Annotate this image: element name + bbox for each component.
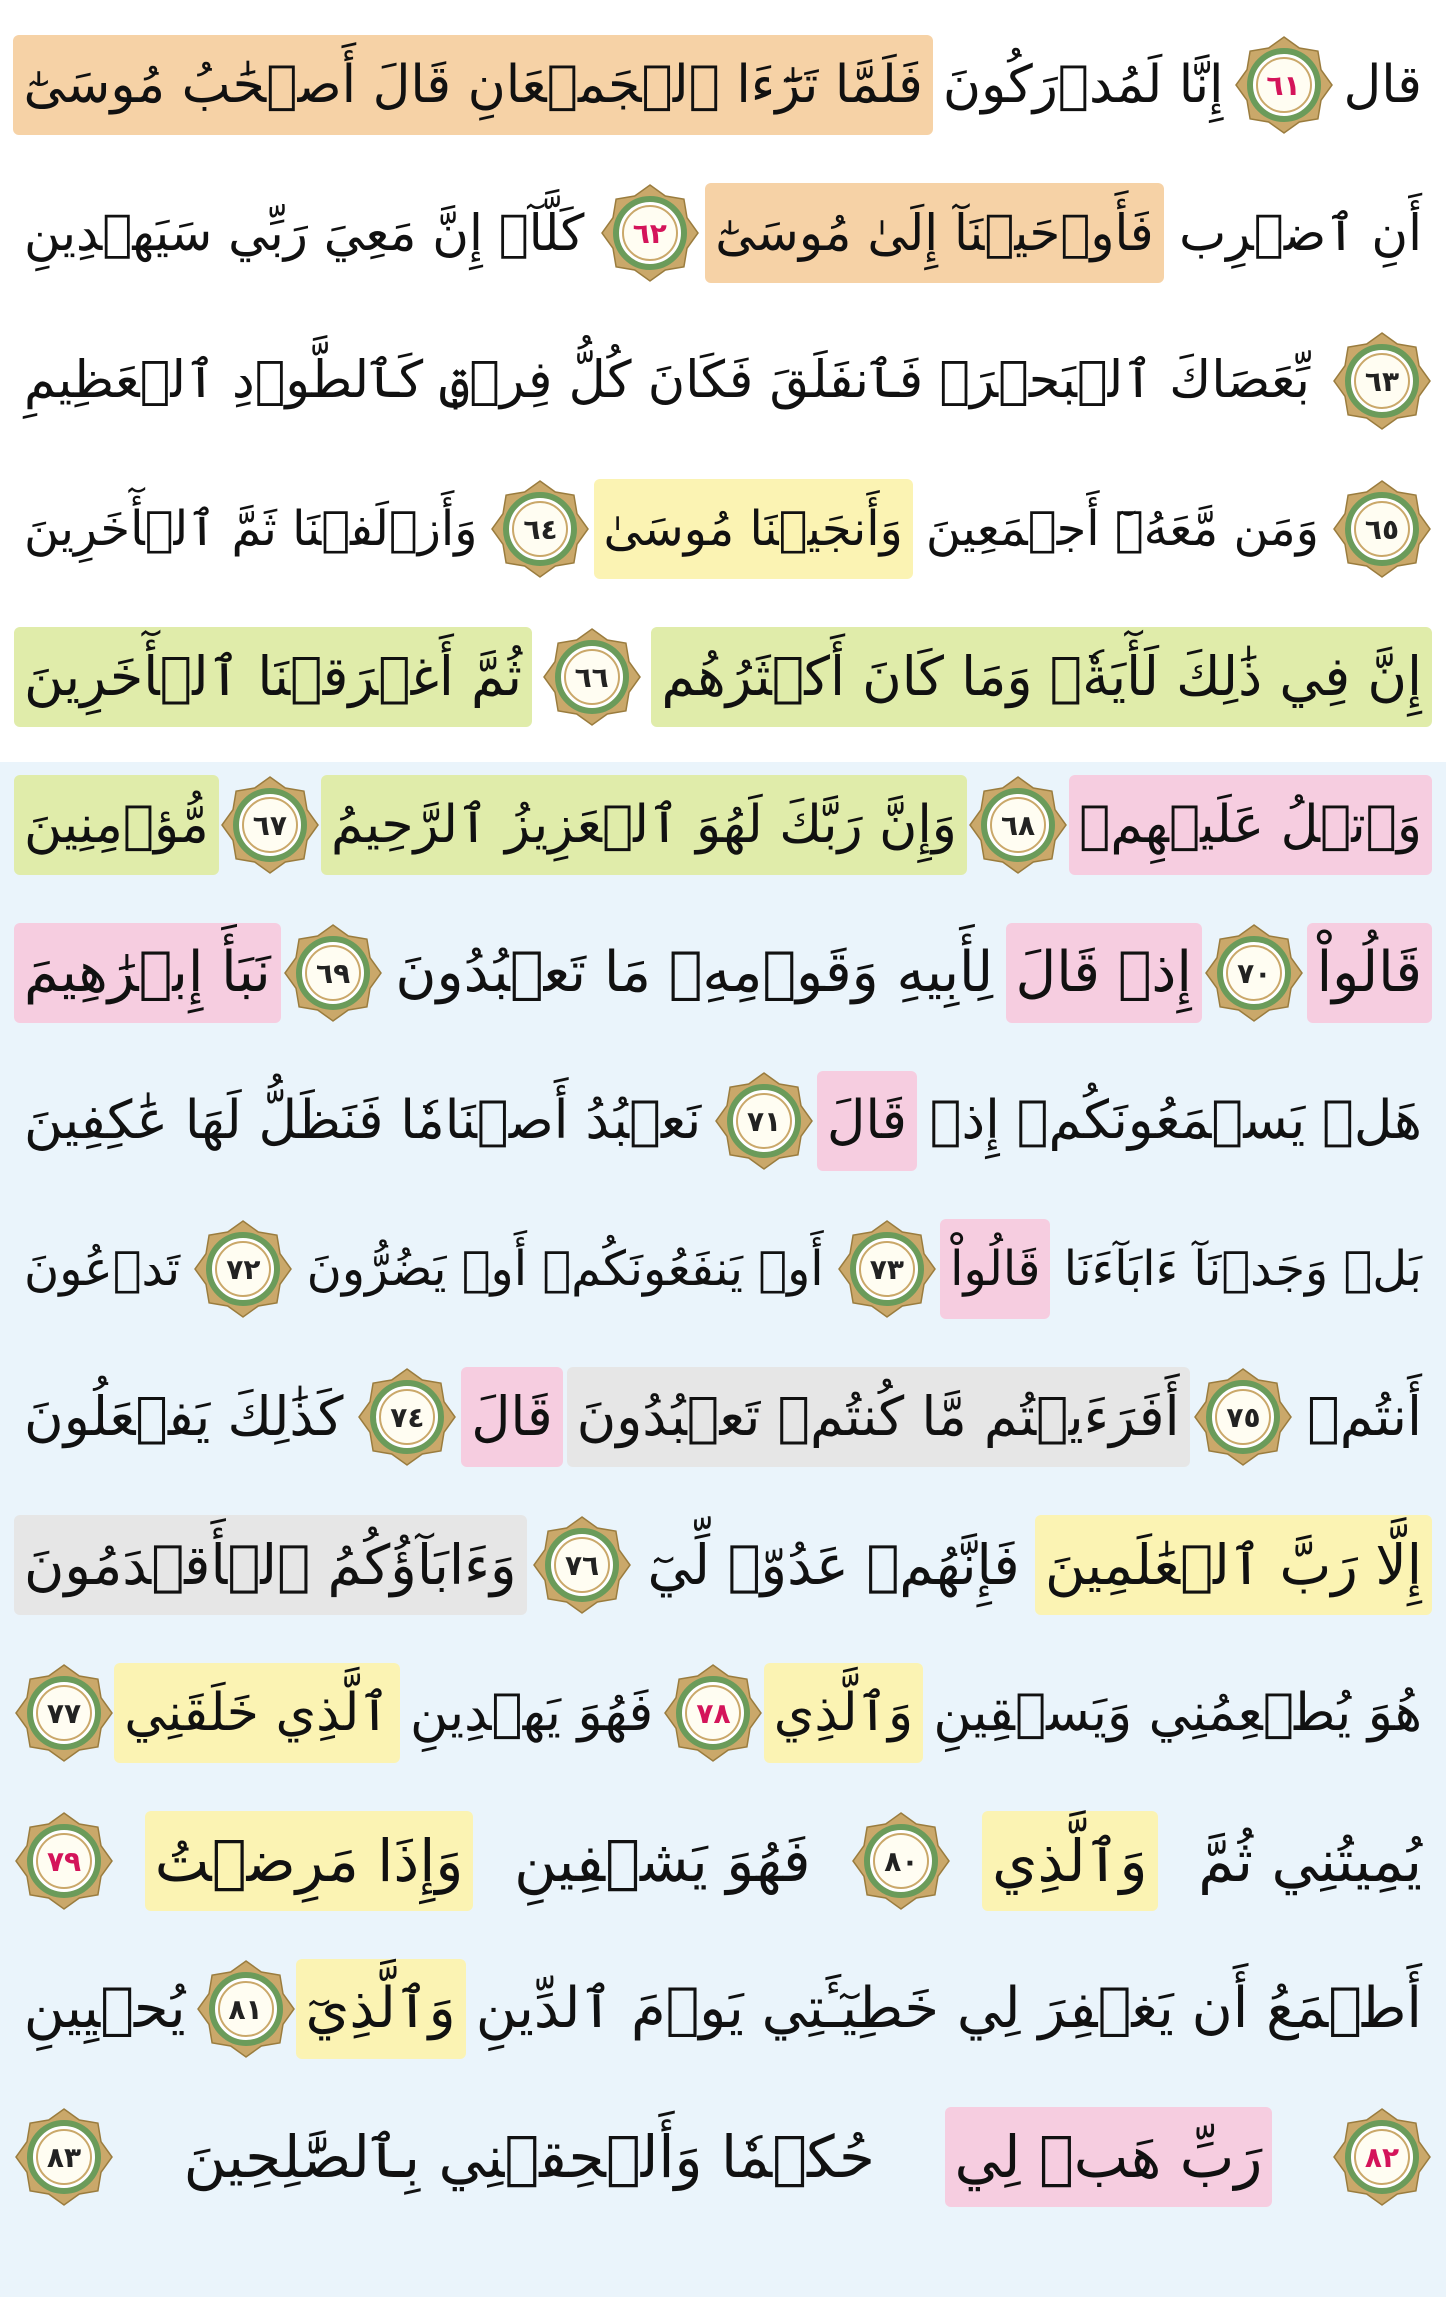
ayah-number: ٦٨ (1000, 808, 1036, 842)
ayah-number-marker (851, 1811, 951, 1911)
ayah-number: ٨٠ (884, 1844, 919, 1878)
highlighted-verse-text: فَلَمَّا تَرَٰٓءَا ٱلۡجَمۡعَانِ قَالَ أَصۡحَٰبُ مُوسَىٰٓ (13, 35, 932, 135)
ayah-number: ٦١ (1266, 68, 1301, 102)
verse-text: هُوَ يُطۡعِمُنِي وَيَسۡقِينِ (933, 1683, 1422, 1743)
verse-text: يُمِيتُنِي ثُمَّ (1198, 1827, 1422, 1895)
verse-text: بَلۡ وَجَدۡنَآ ءَابَآءَنَا (1063, 1241, 1422, 1297)
highlighted-verse-text: إِذۡ قَالَ (1006, 923, 1202, 1023)
highlighted-verse-text: ثُمَّ أَغۡرَقۡنَا ٱلۡأٓخَرِينَ (14, 627, 532, 727)
verse-text: بِّعَصَاكَ ٱلۡبَحۡرَۖ فَٱنفَلَقَ فَكَانَ كُلُّ فِرۡقٖ كَٱلطَّوۡدِ ٱلۡعَظِيمِ (24, 351, 1310, 410)
verse-line (14, 10, 1432, 160)
highlighted-verse-text: نَبَأَ إِبۡرَٰهِيمَ (14, 923, 281, 1023)
highlighted-verse-text: أَفَرَءَيۡتُم مَّا كُنتُمۡ تَعۡبُدُونَ (567, 1367, 1190, 1467)
highlighted-verse-text: إِنَّ فِي ذَٰلِكَ لَأٓيَةٗۖ وَمَا كَانَ أَكۡثَرُهُم (651, 627, 1432, 727)
highlighted-verse-text: إِلَّا رَبَّ ٱلۡعَٰلَمِينَ (1035, 1515, 1432, 1615)
ayah-number-marker (490, 479, 590, 579)
ayah-number: ٧٢ (226, 1252, 261, 1286)
verse-text: كَذَٰلِكَ يَفۡعَلُونَ (24, 1385, 344, 1448)
verse-line (14, 898, 1432, 1048)
verse-text: أَنتُمۡ (1307, 1385, 1422, 1448)
highlighted-verse-text: رَبِّ هَبۡ لِي (945, 2107, 1273, 2207)
ayah-number-marker (14, 2107, 114, 2207)
ayah-number: ٦٤ (523, 512, 558, 546)
highlighted-verse-text: فَأَوۡحَيۡنَآ إِلَىٰ مُوسَىٰٓ (705, 183, 1163, 283)
ayah-number: ٦٣ (1364, 364, 1400, 398)
ayah-number-marker (968, 775, 1068, 875)
ayah-number: ٧٠ (1237, 956, 1272, 990)
verse-text: تَدۡعُونَ (24, 1241, 181, 1297)
verse-text: يُحۡيِينِ (23, 1976, 186, 2041)
ayah-number: ٦٥ (1364, 512, 1400, 546)
ayah-number-marker (14, 1811, 114, 1911)
verse-text: فَهُوَ يَشۡفِينِ (514, 1827, 811, 1895)
verse-line (14, 1342, 1432, 1492)
verse-line (14, 158, 1432, 308)
ayah-number: ٧١ (747, 1104, 782, 1138)
ayah-number: ٧٧ (46, 1696, 82, 1730)
verse-text: فَإِنَّهُمۡ عَدُوّٞ لِّيٓ (647, 1533, 1020, 1597)
ayah-number: ٨١ (228, 1992, 263, 2026)
highlighted-verse-text: وَٱتۡلُ عَلَيۡهِمۡ (1069, 775, 1432, 875)
verse-line (14, 454, 1432, 604)
ayah-number-marker (542, 627, 642, 727)
ayah-number-marker (1234, 35, 1334, 135)
highlighted-verse-text: وَٱلَّذِي (982, 1811, 1158, 1911)
ayah-number-marker (1332, 479, 1432, 579)
ayah-number-marker (1332, 2107, 1432, 2207)
ayah-number-marker (663, 1663, 763, 1763)
ayah-number-marker (837, 1219, 937, 1319)
ayah-number-marker (196, 1959, 296, 2059)
verse-line (14, 1638, 1432, 1788)
verse-line (14, 2082, 1432, 2232)
highlighted-verse-text: قَالُواْ (940, 1219, 1050, 1319)
ayah-number-marker (283, 923, 383, 1023)
verse-line (14, 602, 1432, 752)
ayah-number-marker (193, 1219, 293, 1319)
highlighted-verse-text: وَٱلَّذِيٓ (296, 1959, 466, 2059)
ayah-number: ٧٣ (869, 1252, 904, 1286)
ayah-number: ٨٢ (1364, 2140, 1400, 2174)
verse-text: لِأَبِيهِ وَقَوۡمِهِۦ مَا تَعۡبُدُونَ (395, 940, 994, 1005)
verse-line (14, 750, 1432, 900)
ayah-number-marker (532, 1515, 632, 1615)
verse-text: أَوۡ يَنفَعُونَكُمۡ أَوۡ يَضُرُّونَ (306, 1241, 824, 1297)
ayah-number-marker (1204, 923, 1304, 1023)
ayah-number-marker (714, 1071, 814, 1171)
verse-text: إِنَّا لَمُدۡرَكُونَ (942, 55, 1224, 115)
ayah-number: ٦٢ (632, 216, 667, 250)
highlighted-verse-text: ٱلَّذِي خَلَقَنِي (114, 1663, 400, 1763)
ayah-number: ٧٨ (696, 1696, 731, 1730)
verse-line (14, 1934, 1432, 2084)
verse-text: وَمَن مَّعَهُۥٓ أَجۡمَعِينَ (925, 501, 1319, 557)
highlighted-verse-text: وَإِذَا مَرِضۡتُ (145, 1811, 474, 1911)
ayah-number: ٧٥ (1226, 1400, 1261, 1434)
ayah-number-marker (357, 1367, 457, 1467)
ayah-number: ٦٩ (315, 956, 351, 990)
ayah-number: ٦٧ (252, 808, 287, 842)
ayah-number: ٦٦ (574, 660, 609, 694)
ayah-number-marker (1193, 1367, 1293, 1467)
verse-line (14, 1046, 1432, 1196)
ayah-number-marker (14, 1663, 114, 1763)
ayah-number: ٧٤ (390, 1400, 425, 1434)
verse-text: قال (1343, 55, 1422, 115)
highlighted-verse-text: قَالُواْ (1307, 923, 1432, 1023)
highlighted-verse-text: وَءَابَآؤُكُمُ ٱلۡأَقۡدَمُونَ (14, 1515, 527, 1615)
verse-line (14, 1786, 1432, 1936)
ayah-number: ٧٦ (564, 1548, 600, 1582)
highlighted-verse-text: مُّؤۡمِنِينَ (14, 775, 219, 875)
verse-text: وَأَزۡلَفۡنَا ثَمَّ ٱلۡأٓخَرِينَ (24, 501, 478, 557)
verse-text: حُكۡمٗا وَأَلۡحِقۡنِي بِٱلصَّٰلِحِينَ (183, 2123, 875, 2191)
verse-text: نَعۡبُدُ أَصۡنَامٗا فَنَظَلُّ لَهَا عَٰكِفِينَ (24, 1090, 702, 1151)
highlighted-verse-text: وَٱلَّذِي (764, 1663, 923, 1763)
verse-line (14, 306, 1432, 456)
verse-line (14, 1194, 1432, 1344)
ayah-number-marker (220, 775, 320, 875)
verse-text: أَطۡمَعُ أَن يَغۡفِرَ لِي خَطِيٓـَٔتِي يَوۡمَ ٱلدِّينِ (475, 1976, 1422, 2041)
ayah-number-marker (600, 183, 700, 283)
highlighted-verse-text: وَإِنَّ رَبَّكَ لَهُوَ ٱلۡعَزِيزُ ٱلرَّحِيمُ (321, 775, 967, 875)
highlighted-verse-text: وَأَنجَيۡنَا مُوسَىٰ (594, 479, 913, 579)
ayah-number: ٧٩ (46, 1844, 82, 1878)
verse-line (14, 1490, 1432, 1640)
highlighted-verse-text: قَالَ (817, 1071, 917, 1171)
ayah-number: ٨٣ (46, 2140, 82, 2174)
ayah-number-marker (1332, 331, 1432, 431)
verse-text: أَنِ ٱضۡرِب (1179, 204, 1422, 262)
verse-text: كَلَّآۖ إِنَّ مَعِيَ رَبِّي سَيَهۡدِينِ (24, 204, 585, 262)
highlighted-verse-text: قَالَ (461, 1367, 563, 1467)
verse-text: فَهُوَ يَهۡدِينِ (410, 1683, 654, 1743)
verse-text: هَلۡ يَسۡمَعُونَكُمۡ إِذۡ (929, 1090, 1422, 1151)
